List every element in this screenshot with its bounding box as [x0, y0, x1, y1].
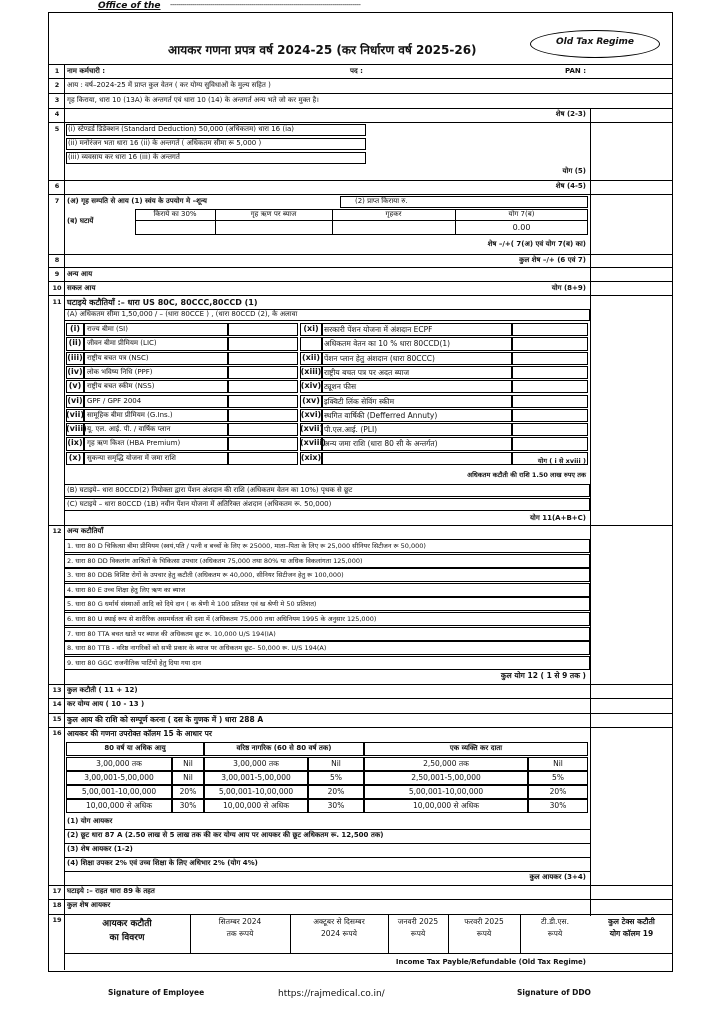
row-num: 9	[54, 270, 60, 278]
row-num: 3	[54, 96, 60, 104]
col-jan-label: जनवरी 2025	[397, 917, 439, 926]
row16-l2: (2) छूट धारा 87 A (2.50 लाख से 5 लाख तक की कर योग्य आय पर आयकर की छूट अधिकतम रू. 12,500 तक)	[67, 831, 384, 839]
ded-label: राष्ट्रीय बचत पत्र (NSC)	[87, 353, 149, 362]
ded-label: राज्य बीमा (SI)	[87, 325, 128, 333]
pan-label: PAN :	[565, 67, 586, 75]
ded-label-box-right	[322, 452, 512, 465]
slab-head-80plus: 80 वर्ष या अधिक आयु	[104, 744, 166, 752]
row12-total: कुल योग 12 ( 1 से 9 तक )	[500, 671, 586, 680]
row2-text: आय : वर्ष–2024-25 में प्राप्त कुल वेतन ( कर योग्य सुविधाओं के मुल्य सहित )	[67, 81, 271, 89]
ded-num: (ix)	[67, 438, 83, 448]
row11-a: (A) अधिकतम सीमा 1,50,000 / – (धारा 80CCE ) , (धारा 80CCD (2), के अलावा	[67, 310, 298, 318]
row5-ii: (ii) मनोरंजन भता धारा 16 (ii) के अन्तगर्त ( अधिकतम सीमा रू 5,000 )	[68, 139, 262, 147]
row16-l4: (4) शिक्षा उपकर 2% एवं उच्च शिक्षा के लिए अधिभार 2% (योग 4%)	[67, 859, 258, 867]
row10-text: सकल आय	[67, 284, 96, 292]
ded-num: (i)	[69, 324, 81, 333]
slab-cell: 20%	[327, 787, 345, 796]
ded-amount-box	[228, 452, 298, 465]
row18-text: कुल शेष आयकर	[67, 901, 111, 909]
ded-label-right: ट्यूशन फीस	[324, 382, 357, 392]
ded-amount-box-right	[512, 366, 588, 379]
employee-name-label: नाम कर्मचारी :	[67, 67, 106, 75]
ded-label: सुकन्या समृद्धि योजना में जमा राशि	[87, 453, 176, 462]
row9-text: अन्य आय	[67, 270, 93, 278]
ded-num-right: (xiv)	[300, 381, 322, 391]
website-link[interactable]: https://rajmedical.co.in/	[278, 989, 385, 999]
ded-label: लोक भविष्य निधि (PPF)	[87, 367, 153, 376]
slab-cell: 3,00,000 तक	[233, 759, 279, 768]
other-ded-item: 1. धारा 80 D चिकित्सा बीमा प्रीमियम (स्वयं,पति / पत्नी व बच्चों के लिए रू 25000, माता–पिता के लिए रू 25,000 सीनियर सिटीजन रू 50,000)	[67, 542, 426, 550]
row-num: 7	[54, 197, 60, 205]
ded-num-right: (xii)	[302, 352, 320, 362]
row7-b: (ब) घटायें	[67, 217, 94, 225]
ded-label-right: इक्विटी लिंक सेविंग स्कीम	[324, 396, 395, 406]
row-num: 11	[52, 298, 62, 306]
slab-cell: 3,00,001-5,00,000	[84, 773, 154, 782]
row-num: 5	[54, 125, 60, 133]
slab-cell: 2,50,000 तक	[423, 759, 469, 768]
ded-num-box-right	[300, 337, 322, 350]
row5-total: योग (5)	[562, 167, 586, 175]
row-num: 2	[54, 81, 60, 89]
col-tds-label: टी.डी.एस.	[540, 917, 570, 926]
slab-cell: 20%	[179, 787, 197, 796]
ded-num: (iii)	[67, 352, 83, 362]
post-label: पद :	[350, 67, 363, 75]
col-feb-label: फरवरी 2025	[464, 917, 504, 926]
ded-amount-box	[228, 395, 298, 408]
num-column-line	[64, 64, 65, 970]
form-title: आयकर गणना प्रपत्र वर्ष 2024-25 (कर निर्धारण वर्ष 2025-26)	[168, 43, 477, 57]
slab-cell: 3,00,000 तक	[96, 759, 142, 768]
ded-amount-box-right	[512, 437, 588, 450]
row-num: 15	[52, 715, 62, 723]
slab-cell: Nil	[553, 759, 563, 768]
ded-label: यू. एल. आई. पी. / वार्षिक प्लान	[87, 425, 171, 434]
ded-num: (x)	[68, 452, 82, 462]
ded-amount-box	[228, 409, 298, 422]
ded-label-right: पी.एल.आई. (PLI)	[324, 425, 378, 435]
slab-cell: 5%	[330, 773, 342, 782]
slab-head-senior: वरिष्ठ नागरिक (60 से 80 वर्ष तक)	[236, 744, 332, 752]
ded-amount-box	[228, 380, 298, 393]
ded-amount-box-right	[512, 323, 588, 336]
ded-amount-box-right	[512, 395, 588, 408]
ded-num: (ii)	[68, 338, 82, 348]
ded-num: (viii)	[66, 424, 87, 434]
ded-num-right: (xviii)	[300, 438, 326, 448]
row6-text: शेष (4-5)	[555, 182, 586, 190]
col-tds-unit: रूपये	[547, 929, 563, 938]
payable-label: Income Tax Payble/Refundable (Old Tax Regime)	[395, 958, 586, 966]
other-ded-item: 8. धारा 80 TTB - वरिष्ठ नागरिकों को सभी प्रकार के ब्याज पर अधिकतम छूट– 50,000 रू. U/S 194(A)	[67, 644, 327, 653]
slab-cell: 5,00,001-10,00,000	[218, 787, 294, 796]
office-dashes: ----------------------------------------------------------------------------------------------	[170, 2, 361, 9]
slab-cell: 5%	[552, 773, 564, 782]
ded-amount-box-right	[512, 337, 588, 350]
ded-num-right: (xvi)	[300, 409, 322, 419]
slab-cell: 10,00,000 से अधिक	[222, 801, 290, 810]
row-num: 6	[54, 182, 60, 190]
slab-cell: 30%	[549, 801, 567, 810]
row19-label1: आयकर कटौती	[102, 919, 152, 929]
row11-total: योग 11(A+B+C)	[529, 514, 586, 522]
ded-num-right: (xiii)	[300, 366, 322, 376]
slab-cell: 30%	[327, 801, 345, 810]
row5-iii: (iii) व्यवसाय कर धारा 16 (iii) के अन्तगर्त	[68, 153, 180, 161]
other-ded-item: 4. धारा 80 E उच्च शिक्षा हेतु लिए ऋण का ब्याज	[67, 585, 186, 594]
col-sep-label: सितम्बर 2024	[218, 917, 262, 926]
col-oct-unit: 2024 रूपये	[321, 929, 357, 938]
row-num: 10	[52, 284, 62, 292]
row16-total: कुल आयकर (3+4)	[529, 873, 586, 881]
slab-cell: Nil	[183, 759, 193, 768]
row5-i: (i) स्टेण्डर्ड डिडेक्शन (Standard Deduction) 50,000 (अधिकतम) धारा 16 (ia)	[68, 125, 295, 133]
slab-cell: 5,00,001-10,00,000	[81, 787, 157, 796]
yog7b-label: योग 7(ब)	[508, 210, 535, 218]
row12-head: अन्य कटौतियाँ	[67, 527, 104, 535]
col-jan-unit: रूपये	[410, 929, 426, 938]
row-num: 12	[52, 527, 62, 535]
slab-cell: 5,00,001-10,00,000	[408, 787, 484, 796]
ded-amount-box	[228, 423, 298, 436]
row19-label2: का विवरण	[109, 933, 145, 943]
ded-amount-box	[228, 323, 298, 336]
ded-label: गृह ऋण किश्त (HBA Premium)	[87, 439, 181, 448]
row7-shesh: शेष –/+( 7(अ) एवं योग 7(ब) का)	[487, 240, 586, 248]
col-feb-unit: रूपये	[476, 929, 492, 938]
row4-text: शेष (2-3)	[555, 110, 586, 118]
ded-label-right: पेंशन प्लान हेतु अंशदान (धारा 80CCC)	[324, 353, 435, 363]
row-num: 16	[52, 729, 62, 737]
ded-amount-box-right	[512, 352, 588, 365]
col-sep-unit: तक रूपये	[226, 929, 254, 938]
ded-label-right: अन्य जमा राशि (धारा 80 सी के अन्तर्गत)	[324, 439, 438, 449]
other-ded-item: 7. धारा 80 TTA बचत खाते पर ब्याज की अधिकतम छूट रू. 10,000 U/S 194(IA)	[67, 629, 276, 638]
row8-text: कुल शेष –/+ (6 एवं 7)	[519, 256, 586, 264]
row-num: 4	[54, 110, 60, 118]
ded-label-right: सरकारी पेंशन योजना में अंशदान ECPF	[324, 325, 433, 334]
row15-text: कुल आय की राशि को सम्पूर्ण करना ( दस के गुणक में ) धारा 288 A	[67, 715, 264, 724]
other-ded-item: 5. धारा 80 G धर्मार्थ संस्थाओं आदि को दिये दान ( क श्रेणी मे 100 प्रतिशत एवं ख श्रेणी मे 50 प्रतिशत)	[67, 600, 317, 609]
ded-label: GPF / GPF 2004	[87, 396, 142, 405]
ded-label: राष्ट्रीय बचत स्कीम (NSS)	[87, 382, 155, 391]
row-num: 14	[52, 700, 62, 708]
slab-cell: 10,00,000 से अधिक	[412, 801, 480, 810]
slab-cell: 30%	[179, 801, 197, 810]
ded-amount-box-right	[512, 409, 588, 422]
ded-num-right: (xix)	[300, 452, 322, 462]
slab-cell: Nil	[331, 759, 341, 768]
col-total-unit: योग कॉलम 19	[609, 929, 654, 938]
ddo-signature: Signature of DDO	[517, 988, 591, 997]
row16-l3: (3) शेष आयकर (1-2)	[67, 845, 133, 853]
ded-num: (iv)	[67, 366, 83, 376]
other-ded-item: 9. धारा 80 GGC राजनीतिक पार्टियों हेतु दिया गया दान	[67, 658, 201, 667]
row11-head: घटाइये कटौतियाँ :– धारा US 80C, 80CCC,80CCD (1)	[67, 298, 258, 307]
row14-text: कर योग्य आय ( 10 - 13 )	[67, 700, 145, 708]
regime-label: Old Tax Regime	[556, 37, 634, 47]
row11-max: अधिकतम कटौती की राशि 1.50 लाख रुपए तक	[467, 471, 586, 479]
ded-amount-box-right	[512, 380, 588, 393]
row-num: 8	[54, 256, 60, 264]
row-num: 17	[52, 887, 62, 895]
ded-label-right: राष्ट्रीय बचत पत्र पर अदत ब्याज	[324, 367, 410, 377]
row10-total: योग (8+9)	[551, 284, 586, 292]
yog7b-value: 0.00	[512, 223, 531, 232]
ded-amount-box-right	[512, 423, 588, 436]
row-num: 1	[54, 67, 60, 75]
ded-label-right: स्थगित वार्षिकी (Defferred Annuty)	[324, 410, 438, 420]
loan-label: गृह ऋण पर ब्याज	[250, 210, 297, 218]
ded-amount-box	[228, 366, 298, 379]
slab-head-individual: एक व्यक्ति कर दाता	[449, 744, 503, 752]
row17-text: घटाइये :– राहत धारा 89 के तहत	[67, 887, 155, 895]
slab-cell: 3,00,001-5,00,000	[221, 773, 291, 782]
row13-text: कुल कटौती ( 11 + 12)	[67, 686, 138, 694]
row16-head: आयकर की गणना उपरोक्त कॉलम 15 के आधार पर	[67, 729, 212, 738]
ded-amount-box-right	[512, 452, 588, 465]
employee-signature: Signature of Employee	[108, 988, 205, 997]
other-ded-item: 6. धारा 80 U स्थाई रूप से शारीरिक असमर्थतता की दशा में (अधिकतम 75,000 तथा अधिनियम 1995 के अनुसार 125,000)	[67, 615, 377, 623]
row11-c: (C) घटाइये – धारा 80CCD (1B) नवीन पेंशन योजना में अतिरिक्त अंशदान (अधिकतम रू. 50,000)	[67, 500, 332, 508]
col-oct-label: अक्टूबर से दिसम्बर	[313, 917, 365, 926]
row7-rent: (2) प्राप्त किराया रु.	[355, 197, 408, 205]
slab-cell: 10,00,000 से अधिक	[85, 801, 153, 810]
ded-num-right: (xv)	[302, 395, 320, 405]
row11-yog: योग ( i से xviii )	[537, 457, 586, 465]
other-ded-item: 3. धारा 80 DDB विशिष्ट रोगों के उपचार हेतु कटौती (अधिकतम रू 40,000, सीनियर सिटीजन हेतु रू 100,000)	[67, 571, 344, 580]
row-num: 19	[52, 916, 62, 924]
rent30-label: किराये का 30%	[153, 210, 197, 218]
ded-amount-box	[228, 437, 298, 450]
other-ded-item: 2. धारा 80 DD विकलांग आश्रितों के चिकित्सा उपचार (अधिकतम 75,000 तथा 80% या अधिक विकलांगता 125,000)	[67, 556, 363, 565]
slab-cell: Nil	[183, 773, 193, 782]
slab-cell: 2,50,001-5,00,000	[411, 773, 481, 782]
ded-num-right: (xi)	[303, 324, 319, 333]
ded-xi-2: अधिकतम वेतन का 10 % धारा 80CCD(1)	[324, 339, 451, 349]
ded-num: (vi)	[67, 395, 83, 405]
ded-num: (v)	[68, 381, 82, 391]
row16-l1: (1) योग आयकर	[67, 817, 113, 825]
ded-label: जीवन बीमा प्रीमियम (LIC)	[87, 339, 157, 348]
col-total-label: कुल टेक्स कटौती	[608, 917, 655, 926]
amount-column-line	[590, 108, 591, 916]
housetax-label: गृहकर	[385, 210, 402, 218]
row-num: 18	[52, 901, 62, 909]
ded-num: (vii)	[66, 409, 85, 419]
row3-text: गृह किराया, धारा 10 (13A) के अन्तगर्त एवं धारा 10 (14) के अन्तगर्त अन्य भते जो कर मुक्त है।	[67, 96, 319, 104]
ded-amount-box	[228, 352, 298, 365]
row-num: 13	[52, 686, 62, 694]
ded-label: सामूहिक बीमा प्रीमियम (G.Ins.)	[87, 410, 173, 419]
slab-cell: 20%	[549, 787, 567, 796]
row11-b: (B) घटाइये– धारा 80CCD(2) नियोक्ता द्वारा पेंशन अंशदान की राशि (अधिकतम वेतन का 10%) पृथक से छूट	[67, 486, 353, 494]
ded-amount-box	[228, 337, 298, 350]
ded-num-right: (xvii)	[300, 424, 324, 434]
row7-a: (अ) गृह सम्पति से आय (1) स्वंय के उपयोग मे –शून्य	[67, 197, 207, 205]
office-label: Office of the	[98, 1, 161, 11]
